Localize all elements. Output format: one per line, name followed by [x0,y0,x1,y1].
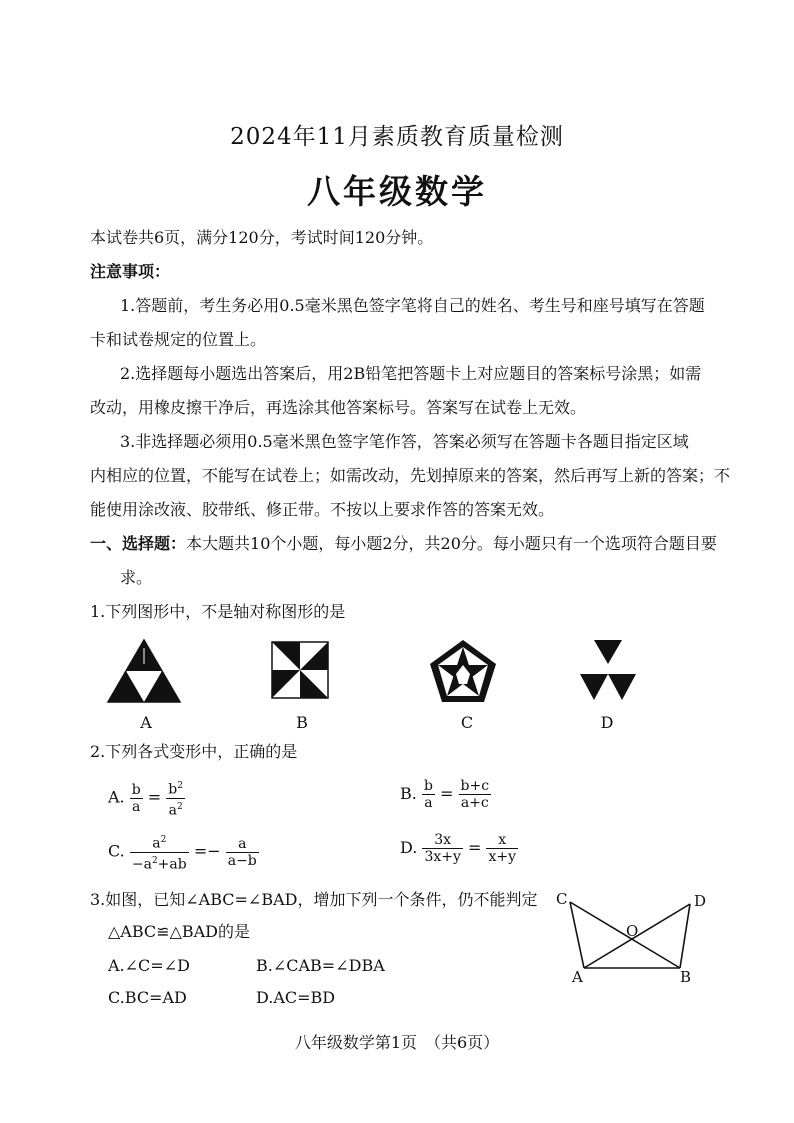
point-label-o: O [626,922,639,940]
notice-item3-line3: 能使用涂改液、胶带纸、修正带。不按以上要求作答的答案无效。 [90,500,555,519]
figure-d-three-triangles-shape [580,640,636,700]
notice-item1-line2: 卡和试卷规定的位置上。 [90,330,267,349]
q3-option-a: A.∠C=∠D [108,956,190,975]
figure-c-pentagon-star-shape [430,640,496,702]
q3-stem-line2: △ABC≌△BAD的是 [108,922,251,941]
notice-item2-line2: 改动，用橡皮擦干净后，再选涂其他答案标号。答案写在试卷上无效。 [90,398,587,417]
q1-stem: 1.下列图形中，不是轴对称图形的是 [90,602,346,621]
q3-option-c: C.BC=AD [108,988,187,1007]
notice-item3-line1: 3.非选择题必须用0.5毫米黑色签字笔作答，答案必须写在答题卡各题目指定区域 [120,432,689,451]
section1-heading: 一、选择题： [90,534,187,553]
exam-title: 2024年11月素质教育质量检测 [230,124,564,150]
section1-desc-line1: 本大题共10个小题，每小题2分，共20分。每小题只有一个选项符合题目要 [186,534,717,553]
figure-b-pinwheel-shape [272,642,328,698]
intro-text: 本试卷共6页，满分120分，考试时间120分钟。 [90,228,434,247]
page-footer: 八年级数学第1页 （共6页） [294,1033,500,1052]
notice-heading: 注意事项： [90,262,171,281]
figure-a-triforce-shape [108,640,180,702]
q2-option-c: C. $\frac{a^2}{-a^2+ab}$ =− $\frac{a}{a-b}$ [108,832,259,872]
q3-option-b: B.∠CAB=∠DBA [256,956,385,975]
section1-desc-line2: 求。 [120,568,153,587]
point-label-d: D [694,892,707,910]
point-label-b: B [680,968,692,986]
fraction: $\frac{a^2}{-a^2+ab}$ [130,832,189,872]
fraction: $\frac{b}{a}$ [131,781,141,815]
point-label-a: A [572,968,583,986]
notice-item1-line1: 1.答题前，考生务必用0.5毫米黑色签字笔将自己的姓名、考生号和座号填写在答题 [120,296,705,315]
q2-option-d: D. $\frac{3x}{3x+y}$ = $\frac{x}{x+y}$ [400,832,517,865]
section1-line1 [90,534,717,554]
fraction: $\frac{b^2}{a^2}$ [166,778,185,818]
fraction: $\frac{x}{x+y}$ [488,832,517,865]
fraction: $\frac{b}{a}$ [423,778,433,811]
q2-stem: 2.下列各式变形中，正确的是 [90,742,298,761]
notice-item2-line1: 2.选择题每小题选出答案后，用2B铅笔把答题卡上对应题目的答案标号涂黑；如需 [120,364,702,383]
q3-option-d: D.AC=BD [256,988,336,1007]
q1-label-c: C [460,713,474,732]
q3-geometry-diagram [550,888,720,988]
fraction: $\frac{b+c}{a+c}$ [460,778,490,811]
q1-figures [100,638,700,710]
q3-stem-line1: 3.如图，已知∠ABC=∠BAD，增加下列一个条件，仍不能判定 [90,890,538,909]
q2-option-b: B. $\frac{b}{a}$ = $\frac{b+c}{a+c}$ [400,778,490,811]
q2-option-a: A. $\frac{b}{a}$ = $\frac{b^2}{a^2}$ [108,778,185,818]
notice-item3-line2: 内相应的位置，不能写在试卷上；如需改动，先划掉原来的答案，然后再写上新的答案；不 [90,466,731,485]
point-label-c: C [556,890,568,908]
subject-title: 八年级数学 [307,172,487,211]
fraction: $\frac{a}{a-b}$ [227,835,257,869]
q1-label-a: A [140,713,152,732]
q1-label-d: D [600,713,614,732]
q1-label-b: B [296,713,308,732]
fraction: $\frac{3x}{3x+y}$ [424,832,461,865]
